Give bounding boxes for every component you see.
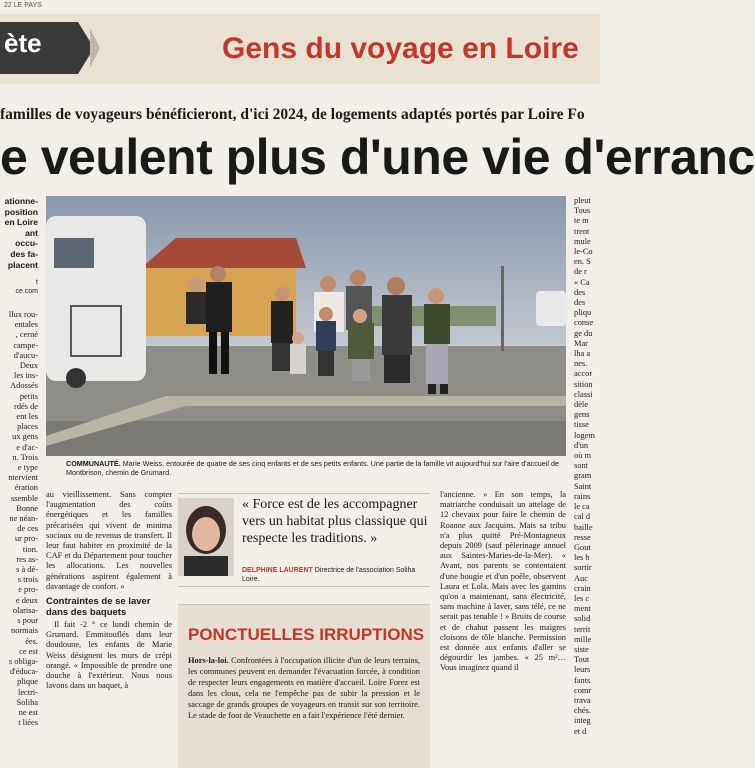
byline: t ce.com [15, 279, 38, 295]
article-column-right: pleut Tous te m trent mule le-Co en. S de r « Ca des des pliqu conse ge du Mar lha a nes. accor sition classi dèle gens tisse logem d'un où m sont gram Saint rains le ca cal d baille resse Gout les b sortir Auc crain les c ment solid territ mille siste Tout leurs fants comr trava chés. integ et d [574, 196, 595, 736]
family-photo-illustration [46, 196, 566, 456]
paragraph: Il fait -2 ° ce lundi chemin de Grumard. Emmitouflés dans leur doudoune, les enfants de Marie Weiss désignent les murs de crépi orangé. « Impossible de prendre une douche à l'extérieur. Nous nous lavons dans un baquet, à [46, 620, 172, 691]
photo-caption [46, 456, 566, 482]
sidebar-box [178, 604, 430, 768]
paragraph: au vieillissement. Sans compter l'augmentation des coûts énergétiques et les familles précarisées qui vivent de minima sociaux ou de revenus de transfert. Il leur faut habiter en proximité de la CAF et du Département pour toucher les allocations. Les nouvelles générations aspirent également à davantage de confort. » [46, 490, 172, 591]
pull-quote [178, 493, 430, 587]
subheading: Contraintes de se laver dans des baquets [46, 596, 151, 619]
article-photo [46, 196, 566, 456]
rubric-tab [0, 22, 78, 74]
rubric-chevron-icon [90, 28, 100, 68]
article-column-middle-1 [46, 490, 172, 768]
quote-text: « Force est de les accompagner vers un habitat plus classique qui respecte les traditions. » [242, 497, 428, 546]
box-lead: Hors-la-loi. [188, 656, 229, 665]
quote-author-role: Directrice de l'association Soliha Loire. [242, 567, 416, 583]
quote-portrait [178, 498, 234, 576]
lead-paragraph: ationne- position en Loire ant occu- des fa- placent [4, 196, 38, 270]
portrait-icon [178, 498, 234, 576]
box-title: PONCTUELLES IRRUPTIONS [188, 625, 425, 644]
rubric-label: ète [4, 28, 42, 58]
box-text: Confrontées à l'occupation illicite d'un de leurs terrains, les communes peuvent en demander l'évacuation forcée, à condition de respecter leurs engagements en matière d'accueil. Loire Forez est dans les clous, cela ne l'empêche pas de subir la pression et le saccage de grands groupes de voyageurs en transit sur son territoire. Le stade de foot de Veauchette en a fait l'expérience l'été dernier. [188, 656, 420, 720]
paragraph: l'ancienne. » En son temps, la matriarche conduisait un attelage de 12 chevaux pour faire le chemin de Roanne aux Jacquins. Mais sa tribu n'a plus quitté Pré-Montagneux depuis 2009 (sauf pèlerinage annuel aux Saintes-Maries-de-la-Mer). « Avant, nos parents se contentaient d'une bougie et d'un poêle, observent Laura et Lola. Mais avec les gamins qu'on a maintenant, sans électricité, sans machine à laver, sans télé, ce ne serait pas tenable ! » Bruits de course et de chahut passent les maigres cloisons de tôle blanche. Permission est donnée aux enfants d'aller se dégourdir les jambes. « 25 m²… Vous imaginez quand il [440, 490, 566, 673]
article-column-left: llux rou- entales , cerné campe- d'aucu- Deux les ins- Adossés petits rdés de ent les places ux gens e d'ac- n. Trois e type ntervient ération ssemble Bonne ne néan- de ces ur pro- tion. res as- s à dé- s trois e pro- e deux olarisa- s pour normais ées. ce est s obliga- d'éduca- plique lectri- Soliha ne est t liées [8, 310, 38, 728]
surtitle: familles de voyageurs bénéficieront, d'ici 2024, de logements adaptés portés par Loire Fo [0, 106, 585, 123]
quote-author-name: DELPHINE LAURENT [242, 567, 313, 574]
quote-author [242, 566, 428, 584]
article-column-middle-2 [440, 490, 566, 768]
headline: e veulent plus d'une vie d'erranc [0, 129, 755, 185]
section-title: Gens du voyage en Loire [222, 32, 579, 65]
caption-text: Marie Weiss, entourée de quatre de ses cinq enfants et de ses petits enfants. Une partie de la famille vit aujourd'hui sur l'aire d'accueil de Montbrison, chemin de Grumard. [66, 459, 559, 477]
caption-label: COMMUNAUTÉ. [66, 459, 121, 468]
box-body [188, 655, 420, 721]
page-folio: 22 LE PAYS [4, 2, 42, 9]
